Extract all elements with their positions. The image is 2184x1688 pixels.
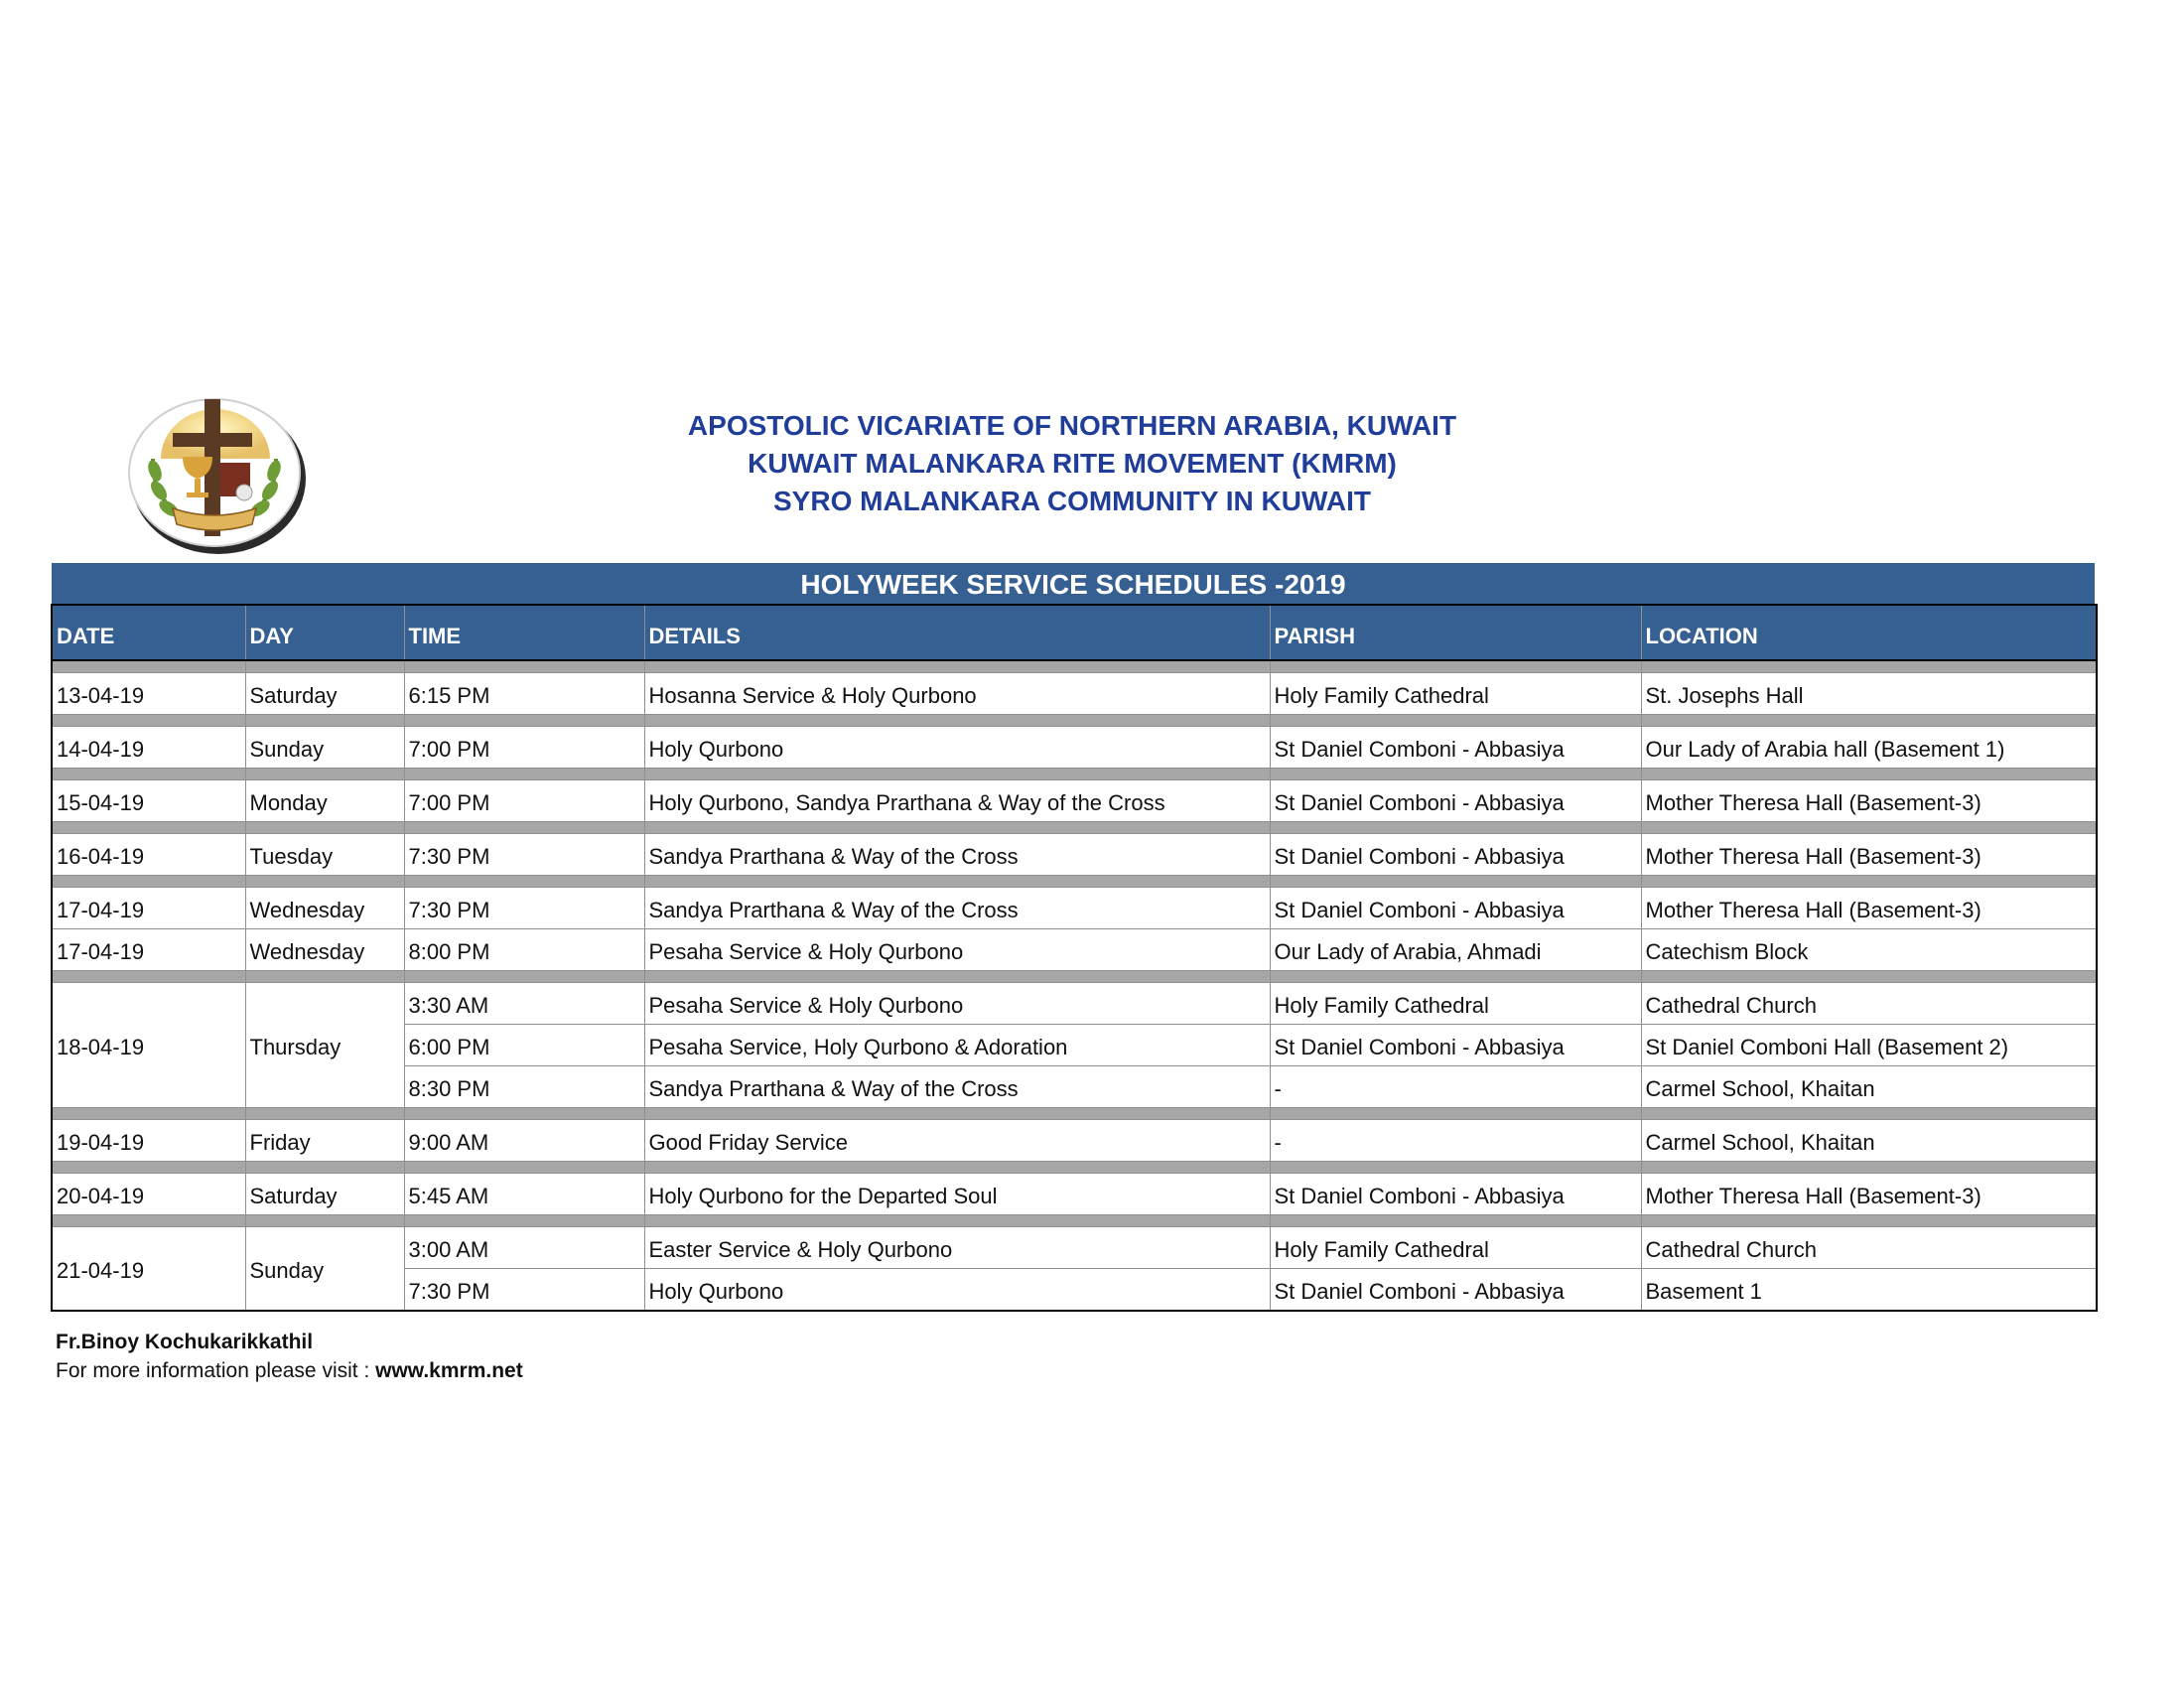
separator-cell (404, 715, 644, 727)
organization-heading (556, 407, 1588, 520)
separator-cell (52, 971, 245, 983)
separator-cell (1641, 971, 2097, 983)
separator-cell (1270, 1215, 1641, 1227)
separator-cell (404, 1215, 644, 1227)
date-cell: 20-04-19 (52, 1174, 245, 1215)
column-header-day: DAY (245, 605, 404, 660)
location-cell: Mother Theresa Hall (Basement-3) (1641, 780, 2097, 822)
parish-cell: - (1270, 1120, 1641, 1162)
date-cell: 16-04-19 (52, 834, 245, 876)
separator-cell (644, 1108, 1270, 1120)
separator-cell (1641, 822, 2097, 834)
location-cell: Carmel School, Khaitan (1641, 1066, 2097, 1108)
separator-cell (245, 660, 404, 673)
parish-cell: St Daniel Comboni - Abbasiya (1270, 727, 1641, 769)
separator-cell (245, 822, 404, 834)
parish-cell: Holy Family Cathedral (1270, 983, 1641, 1025)
date-cell: 21-04-19 (52, 1227, 245, 1312)
separator-cell (1270, 660, 1641, 673)
time-cell: 7:30 PM (404, 834, 644, 876)
schedule-body (52, 660, 2097, 1311)
heading-line-2: KUWAIT MALANKARA RITE MOVEMENT (KMRM) (748, 448, 1397, 479)
column-header-date: DATE (52, 605, 245, 660)
separator-cell (245, 769, 404, 780)
heading-line-1: APOSTOLIC VICARIATE OF NORTHERN ARABIA, KUWAIT (687, 410, 1457, 441)
details-cell: Pesaha Service & Holy Qurbono (644, 929, 1270, 971)
separator-row (52, 715, 2097, 727)
parish-cell: Holy Family Cathedral (1270, 673, 1641, 715)
table-row (52, 983, 2097, 1025)
separator-cell (404, 1162, 644, 1174)
separator-cell (52, 769, 245, 780)
separator-cell (1270, 715, 1641, 727)
table-row (52, 1120, 2097, 1162)
date-cell: 15-04-19 (52, 780, 245, 822)
day-cell: Wednesday (245, 929, 404, 971)
separator-row (52, 876, 2097, 888)
date-cell: 17-04-19 (52, 929, 245, 971)
separator-cell (245, 715, 404, 727)
separator-cell (644, 1215, 1270, 1227)
time-cell: 8:30 PM (404, 1066, 644, 1108)
separator-cell (52, 1108, 245, 1120)
column-header-time: TIME (404, 605, 644, 660)
separator-cell (644, 971, 1270, 983)
separator-cell (245, 971, 404, 983)
location-cell: Basement 1 (1641, 1269, 2097, 1312)
separator-cell (644, 660, 1270, 673)
separator-cell (1270, 876, 1641, 888)
separator-cell (644, 1162, 1270, 1174)
day-cell: Sunday (245, 1227, 404, 1312)
column-header-parish: PARISH (1270, 605, 1641, 660)
day-cell: Thursday (245, 983, 404, 1108)
separator-cell (1641, 876, 2097, 888)
separator-cell (404, 769, 644, 780)
time-cell: 8:00 PM (404, 929, 644, 971)
location-cell: Mother Theresa Hall (Basement-3) (1641, 834, 2097, 876)
details-cell: Holy Qurbono (644, 727, 1270, 769)
footer-name: Fr.Binoy Kochukarikkathil (56, 1331, 314, 1353)
separator-cell (52, 715, 245, 727)
details-cell: Sandya Prarthana & Way of the Cross (644, 834, 1270, 876)
day-cell: Sunday (245, 727, 404, 769)
separator-cell (52, 1215, 245, 1227)
separator-cell (245, 876, 404, 888)
parish-cell: St Daniel Comboni - Abbasiya (1270, 1269, 1641, 1312)
location-cell: St Daniel Comboni Hall (Basement 2) (1641, 1025, 2097, 1066)
location-cell: Our Lady of Arabia hall (Basement 1) (1641, 727, 2097, 769)
table-row (52, 673, 2097, 715)
separator-row (52, 769, 2097, 780)
separator-cell (52, 876, 245, 888)
details-cell: Holy Qurbono for the Departed Soul (644, 1174, 1270, 1215)
time-cell: 6:15 PM (404, 673, 644, 715)
separator-cell (1641, 660, 2097, 673)
table-row (52, 834, 2097, 876)
details-cell: Pesaha Service, Holy Qurbono & Adoration (644, 1025, 1270, 1066)
schedule-table (51, 604, 2098, 1312)
time-cell: 7:00 PM (404, 780, 644, 822)
location-cell: Mother Theresa Hall (Basement-3) (1641, 1174, 2097, 1215)
separator-cell (1270, 769, 1641, 780)
time-cell: 3:30 AM (404, 983, 644, 1025)
day-cell: Friday (245, 1120, 404, 1162)
location-cell: Cathedral Church (1641, 983, 2097, 1025)
details-cell: Good Friday Service (644, 1120, 1270, 1162)
table-row (52, 929, 2097, 971)
footer-info (56, 1356, 523, 1385)
separator-cell (52, 1162, 245, 1174)
separator-cell (404, 822, 644, 834)
details-cell: Sandya Prarthana & Way of the Cross (644, 1066, 1270, 1108)
location-cell: St. Josephs Hall (1641, 673, 2097, 715)
parish-cell: Our Lady of Arabia, Ahmadi (1270, 929, 1641, 971)
separator-row (52, 1108, 2097, 1120)
time-cell: 5:45 AM (404, 1174, 644, 1215)
separator-cell (1270, 822, 1641, 834)
table-row (52, 1227, 2097, 1269)
separator-row (52, 971, 2097, 983)
separator-cell (644, 822, 1270, 834)
parish-cell: St Daniel Comboni - Abbasiya (1270, 834, 1641, 876)
footer-info-prefix: For more information please visit : (56, 1359, 376, 1382)
separator-cell (1641, 1215, 2097, 1227)
separator-cell (404, 1108, 644, 1120)
heading-line-3: SYRO MALANKARA COMMUNITY IN KUWAIT (773, 486, 1371, 516)
footer (56, 1328, 523, 1385)
time-cell: 7:30 PM (404, 1269, 644, 1312)
date-cell: 17-04-19 (52, 888, 245, 929)
parish-cell: Holy Family Cathedral (1270, 1227, 1641, 1269)
footer-website: www.kmrm.net (375, 1359, 523, 1382)
separator-cell (1270, 971, 1641, 983)
column-header-details: DETAILS (644, 605, 1270, 660)
time-cell: 6:00 PM (404, 1025, 644, 1066)
time-cell: 3:00 AM (404, 1227, 644, 1269)
day-cell: Tuesday (245, 834, 404, 876)
details-cell: Hosanna Service & Holy Qurbono (644, 673, 1270, 715)
details-cell: Sandya Prarthana & Way of the Cross (644, 888, 1270, 929)
day-cell: Monday (245, 780, 404, 822)
separator-row (52, 1215, 2097, 1227)
separator-cell (245, 1108, 404, 1120)
day-cell: Saturday (245, 1174, 404, 1215)
separator-cell (1641, 1108, 2097, 1120)
column-header-location: LOCATION (1641, 605, 2097, 660)
date-cell: 19-04-19 (52, 1120, 245, 1162)
separator-cell (644, 715, 1270, 727)
time-cell: 7:30 PM (404, 888, 644, 929)
date-cell: 18-04-19 (52, 983, 245, 1108)
details-cell: Holy Qurbono, Sandya Prarthana & Way of the Cross (644, 780, 1270, 822)
separator-row (52, 660, 2097, 673)
details-cell: Easter Service & Holy Qurbono (644, 1227, 1270, 1269)
separator-cell (1270, 1162, 1641, 1174)
separator-cell (1641, 1162, 2097, 1174)
location-cell: Mother Theresa Hall (Basement-3) (1641, 888, 2097, 929)
location-cell: Catechism Block (1641, 929, 2097, 971)
separator-cell (1270, 1108, 1641, 1120)
parish-cell: St Daniel Comboni - Abbasiya (1270, 1174, 1641, 1215)
holy-week-logo (121, 389, 308, 558)
parish-cell: St Daniel Comboni - Abbasiya (1270, 780, 1641, 822)
separator-row (52, 822, 2097, 834)
separator-cell (1641, 715, 2097, 727)
table-row (52, 1174, 2097, 1215)
separator-cell (245, 1215, 404, 1227)
separator-cell (52, 660, 245, 673)
details-cell: Holy Qurbono (644, 1269, 1270, 1312)
table-row (52, 780, 2097, 822)
date-cell: 13-04-19 (52, 673, 245, 715)
location-cell: Carmel School, Khaitan (1641, 1120, 2097, 1162)
date-cell: 14-04-19 (52, 727, 245, 769)
separator-cell (52, 822, 245, 834)
location-cell: Cathedral Church (1641, 1227, 2097, 1269)
parish-cell: St Daniel Comboni - Abbasiya (1270, 888, 1641, 929)
parish-cell: St Daniel Comboni - Abbasiya (1270, 1025, 1641, 1066)
separator-cell (404, 660, 644, 673)
details-cell: Pesaha Service & Holy Qurbono (644, 983, 1270, 1025)
separator-cell (644, 876, 1270, 888)
time-cell: 7:00 PM (404, 727, 644, 769)
day-cell: Wednesday (245, 888, 404, 929)
separator-cell (404, 971, 644, 983)
schedule-title: HOLYWEEK SERVICE SCHEDULES -2019 (52, 563, 2095, 604)
separator-cell (1641, 769, 2097, 780)
separator-row (52, 1162, 2097, 1174)
separator-cell (644, 769, 1270, 780)
time-cell: 9:00 AM (404, 1120, 644, 1162)
separator-cell (404, 876, 644, 888)
parish-cell: - (1270, 1066, 1641, 1108)
table-row (52, 727, 2097, 769)
table-row (52, 888, 2097, 929)
separator-cell (245, 1162, 404, 1174)
day-cell: Saturday (245, 673, 404, 715)
table-header-row (52, 605, 2097, 660)
